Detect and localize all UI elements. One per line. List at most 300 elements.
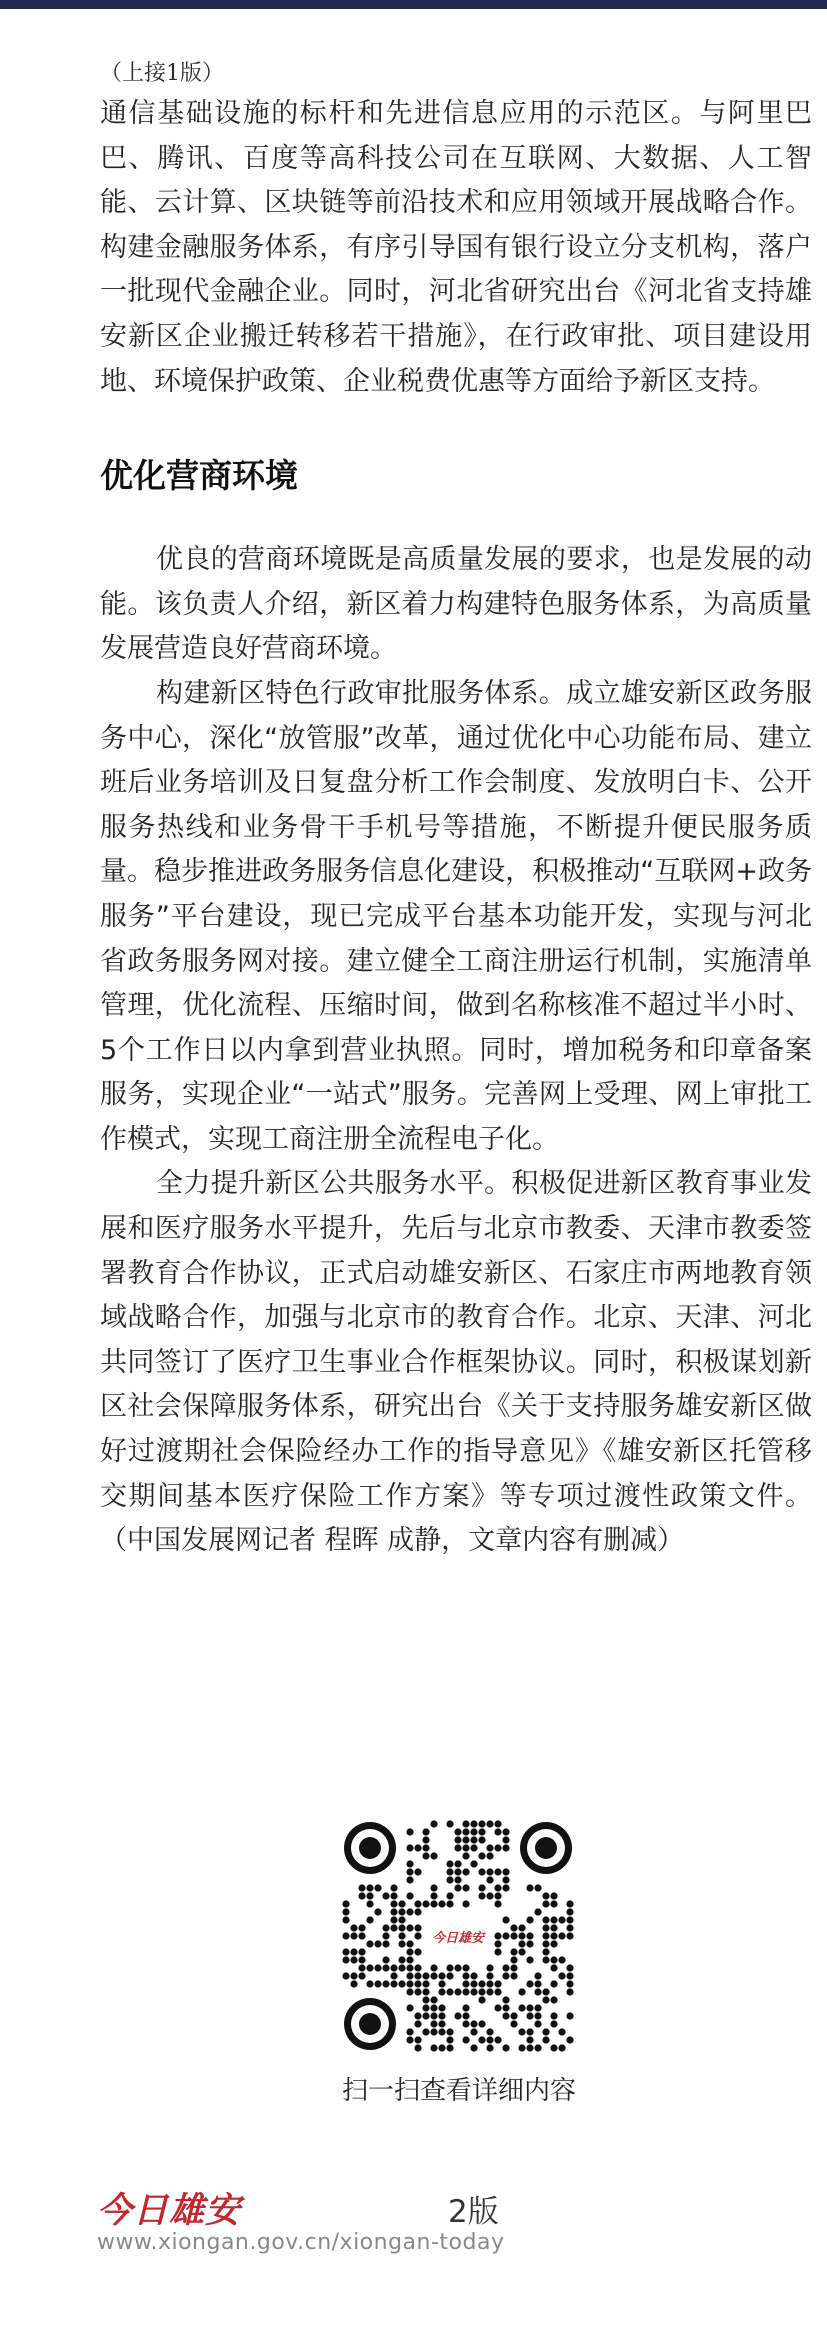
- qr-module: [566, 1972, 573, 1979]
- qr-module: [454, 1844, 461, 1851]
- qr-module: [438, 1972, 445, 1979]
- qr-module: [454, 1884, 461, 1891]
- qr-module: [430, 2020, 437, 2027]
- qr-module: [358, 1972, 365, 1979]
- qr-module: [430, 1972, 437, 1979]
- qr-module: [406, 1988, 413, 1995]
- qr-module: [366, 1964, 373, 1971]
- qr-module: [406, 1972, 413, 1979]
- qr-module: [526, 2036, 533, 2043]
- qr-module: [342, 1932, 349, 1939]
- qr-module: [398, 1964, 405, 1971]
- qr-module: [414, 1900, 421, 1907]
- qr-module: [438, 2028, 445, 2035]
- qr-module: [398, 1956, 405, 1963]
- qr-module: [486, 1820, 493, 1827]
- qr-module: [422, 1996, 429, 2003]
- qr-module: [414, 1924, 421, 1931]
- qr-module: [414, 1964, 421, 1971]
- qr-module: [406, 1964, 413, 1971]
- qr-module: [398, 1940, 405, 1947]
- qr-module: [502, 2012, 509, 2019]
- qr-module: [462, 1964, 469, 1971]
- qr-module: [462, 2020, 469, 2027]
- qr-module: [558, 1916, 565, 1923]
- qr-module: [486, 1892, 493, 1899]
- qr-module: [566, 1900, 573, 1907]
- qr-module: [566, 1980, 573, 1987]
- qr-module: [414, 2036, 421, 2043]
- qr-module: [478, 1820, 485, 1827]
- qr-module: [494, 1932, 501, 1939]
- qr-module: [502, 1828, 509, 1835]
- qr-module: [542, 1916, 549, 1923]
- qr-module: [358, 1932, 365, 1939]
- qr-module: [470, 1860, 477, 1867]
- qr-module: [390, 1900, 397, 1907]
- qr-module: [550, 1892, 557, 1899]
- qr-module: [542, 1940, 549, 1947]
- qr-module: [494, 1980, 501, 1987]
- qr-module: [438, 2004, 445, 2011]
- qr-module: [446, 1892, 453, 1899]
- qr-module: [462, 1988, 469, 1995]
- qr-logo-text: 今日雄安: [431, 1930, 484, 1946]
- qr-module: [534, 1908, 541, 1915]
- qr-module: [494, 1868, 501, 1875]
- qr-module: [422, 1972, 429, 1979]
- article-paragraph: 全力提升新区公共服务水平。积极促进新区教育事业发展和医疗服务水平提升，先后与北京市教委、天津市教委签署教育合作协议，正式启动雄安新区、石家庄市两地教育领域战略合作，加强与北京市的教育合作。北京、天津、河北共同签订了医疗卫生事业合作框架协议。同时，积极谋划新区社会保障服务体系，研究出台《关于支持服务雄安新区做好过渡期社会保险经办工作的指导意见》《雄安新区托管移交期间基本医疗保险工作方案》等专项过渡性政策文件。（中国发展网记者 程晖 成静，文章内容有删减）: [100, 1168, 812, 1557]
- qr-module: [422, 1900, 429, 1907]
- qr-module: [478, 1892, 485, 1899]
- qr-module: [406, 1924, 413, 1931]
- qr-module: [454, 1868, 461, 1875]
- qr-module: [430, 1820, 437, 1827]
- qr-module: [550, 2012, 557, 2019]
- qr-module: [374, 1964, 381, 1971]
- qr-module: [494, 2004, 501, 2011]
- qr-module: [542, 1948, 549, 1955]
- qr-module: [382, 1980, 389, 1987]
- article-body: [100, 92, 812, 1564]
- qr-module: [422, 1988, 429, 1995]
- qr-module: [486, 1868, 493, 1875]
- qr-finder-mark: [535, 1837, 557, 1859]
- qr-module: [398, 1900, 405, 1907]
- qr-module: [446, 1876, 453, 1883]
- top-bar: [0, 0, 827, 9]
- qr-module: [518, 1932, 525, 1939]
- qr-module: [502, 1868, 509, 1875]
- qr-module: [374, 1908, 381, 1915]
- qr-module: [446, 1972, 453, 1979]
- qr-module: [486, 2036, 493, 2043]
- qr-module: [430, 2044, 437, 2051]
- qr-module: [414, 1868, 421, 1875]
- qr-module: [518, 1940, 525, 1947]
- qr-module: [398, 1916, 405, 1923]
- qr-module: [462, 1820, 469, 1827]
- qr-module: [382, 1892, 389, 1899]
- qr-module: [486, 1852, 493, 1859]
- qr-module: [342, 1900, 349, 1907]
- qr-module: [406, 1892, 413, 1899]
- qr-module: [478, 1884, 485, 1891]
- qr-module: [558, 2044, 565, 2051]
- qr-module: [550, 2020, 557, 2027]
- qr-module: [430, 1900, 437, 1907]
- qr-module: [414, 2044, 421, 2051]
- qr-module: [542, 1956, 549, 1963]
- qr-module: [454, 1988, 461, 1995]
- qr-module: [470, 1828, 477, 1835]
- qr-module: [438, 2012, 445, 2019]
- qr-module: [486, 1980, 493, 1987]
- qr-module: [502, 1844, 509, 1851]
- qr-module: [534, 2012, 541, 2019]
- qr-module: [414, 1972, 421, 1979]
- qr-module: [486, 1964, 493, 1971]
- qr-module: [390, 1908, 397, 1915]
- qr-module: [406, 1860, 413, 1867]
- qr-module: [342, 1948, 349, 1955]
- qr-module: [414, 1980, 421, 1987]
- qr-module: [422, 1980, 429, 1987]
- qr-module: [382, 1932, 389, 1939]
- qr-module: [534, 1972, 541, 1979]
- qr-module: [390, 1892, 397, 1899]
- qr-module: [526, 2044, 533, 2051]
- qr-module: [470, 2044, 477, 2051]
- qr-module: [366, 1916, 373, 1923]
- qr-module: [406, 1828, 413, 1835]
- qr-module: [454, 1836, 461, 1843]
- qr-module: [462, 1868, 469, 1875]
- qr-module: [350, 1924, 357, 1931]
- qr-center-logo: [428, 1918, 488, 1954]
- qr-module: [454, 1876, 461, 1883]
- qr-module: [550, 1916, 557, 1923]
- qr-module: [526, 1940, 533, 1947]
- qr-module: [534, 2044, 541, 2051]
- footer-brand-logo: 今日雄安: [97, 2190, 242, 2231]
- qr-module: [486, 2044, 493, 2051]
- qr-module: [414, 1844, 421, 1851]
- qr-module: [526, 1980, 533, 1987]
- qr-module: [406, 2028, 413, 2035]
- qr-module: [430, 1852, 437, 1859]
- qr-code[interactable]: [342, 1820, 574, 2052]
- qr-caption: 扫一扫查看详细内容: [341, 2076, 576, 2106]
- qr-module: [478, 1868, 485, 1875]
- qr-module: [342, 1916, 349, 1923]
- qr-module: [526, 2028, 533, 2035]
- qr-module: [550, 1900, 557, 1907]
- qr-module: [470, 1820, 477, 1827]
- qr-module: [542, 1900, 549, 1907]
- qr-module: [510, 1948, 517, 1955]
- qr-module: [558, 1972, 565, 1979]
- qr-module: [446, 1860, 453, 1867]
- qr-module: [470, 1836, 477, 1843]
- qr-module: [478, 1996, 485, 2003]
- qr-module: [502, 1916, 509, 1923]
- qr-module: [566, 1916, 573, 1923]
- qr-module: [430, 2004, 437, 2011]
- qr-module: [462, 1980, 469, 1987]
- qr-module: [350, 1980, 357, 1987]
- qr-module: [558, 1956, 565, 1963]
- qr-module: [566, 1964, 573, 1971]
- qr-module: [510, 2020, 517, 2027]
- qr-module: [406, 1940, 413, 1947]
- qr-module: [366, 1884, 373, 1891]
- qr-module: [446, 2044, 453, 2051]
- qr-module: [390, 1924, 397, 1931]
- qr-module: [358, 1956, 365, 1963]
- qr-module: [542, 2028, 549, 2035]
- qr-module: [374, 1980, 381, 1987]
- qr-module: [446, 1868, 453, 1875]
- qr-module: [526, 1916, 533, 1923]
- qr-module: [470, 2020, 477, 2027]
- qr-module: [454, 2012, 461, 2019]
- qr-module: [526, 2004, 533, 2011]
- qr-module: [422, 1836, 429, 1843]
- qr-module: [342, 1908, 349, 1915]
- qr-module: [430, 2028, 437, 2035]
- qr-module: [430, 1964, 437, 1971]
- qr-module: [478, 1852, 485, 1859]
- footer-url[interactable]: www.xiongan.gov.cn/xiongan-today: [97, 2230, 505, 2255]
- qr-module: [510, 2012, 517, 2019]
- qr-module: [566, 1988, 573, 1995]
- qr-module: [502, 2004, 509, 2011]
- qr-module: [462, 2036, 469, 2043]
- qr-module: [406, 1948, 413, 1955]
- qr-module: [478, 1980, 485, 1987]
- qr-module: [534, 2020, 541, 2027]
- qr-module: [430, 1884, 437, 1891]
- qr-module: [422, 1852, 429, 1859]
- qr-module: [462, 1972, 469, 1979]
- qr-module: [406, 1876, 413, 1883]
- qr-module: [566, 2036, 573, 2043]
- qr-module: [358, 1924, 365, 1931]
- qr-module: [462, 1852, 469, 1859]
- qr-module: [446, 1900, 453, 1907]
- qr-module: [406, 1908, 413, 1915]
- qr-module: [358, 1964, 365, 1971]
- qr-module: [518, 2028, 525, 2035]
- qr-module: [494, 1820, 501, 1827]
- qr-module: [462, 2012, 469, 2019]
- qr-module: [510, 1972, 517, 1979]
- qr-module: [478, 1836, 485, 1843]
- qr-module: [542, 1924, 549, 1931]
- qr-module: [486, 1876, 493, 1883]
- qr-module: [542, 1892, 549, 1899]
- qr-module: [342, 1956, 349, 1963]
- qr-module: [390, 1972, 397, 1979]
- qr-module: [454, 1828, 461, 1835]
- qr-module: [462, 1844, 469, 1851]
- qr-module: [526, 1884, 533, 1891]
- qr-module: [406, 1956, 413, 1963]
- qr-module: [414, 1932, 421, 1939]
- qr-module: [526, 1932, 533, 1939]
- qr-module: [510, 1932, 517, 1939]
- qr-module: [518, 1948, 525, 1955]
- qr-module: [462, 1828, 469, 1835]
- qr-module: [438, 1980, 445, 1987]
- qr-module: [446, 1988, 453, 1995]
- qr-module: [550, 1924, 557, 1931]
- qr-module: [558, 1932, 565, 1939]
- article-paragraph: 优良的营商环境既是高质量发展的要求，也是发展的动能。该负责人介绍，新区着力构建特色服务体系，为高质量发展营造良好营商环境。: [100, 544, 812, 665]
- qr-module: [406, 1868, 413, 1875]
- qr-module: [534, 2004, 541, 2011]
- qr-module: [406, 2036, 413, 2043]
- qr-module: [502, 1884, 509, 1891]
- qr-module: [398, 1932, 405, 1939]
- qr-module: [470, 1988, 477, 1995]
- qr-module: [502, 1836, 509, 1843]
- qr-module: [526, 2012, 533, 2019]
- qr-module: [446, 2028, 453, 2035]
- continued-from-label: （上接1版）: [100, 61, 224, 86]
- qr-module: [462, 1836, 469, 1843]
- qr-module: [358, 1948, 365, 1955]
- qr-module: [502, 1972, 509, 1979]
- qr-module: [542, 1988, 549, 1995]
- qr-module: [406, 1980, 413, 1987]
- qr-module: [422, 2028, 429, 2035]
- qr-module: [366, 1980, 373, 1987]
- qr-module: [486, 1972, 493, 1979]
- qr-module: [494, 1948, 501, 1955]
- qr-module: [390, 1884, 397, 1891]
- qr-module: [470, 1980, 477, 1987]
- qr-module: [438, 1988, 445, 1995]
- qr-module: [414, 1988, 421, 1995]
- qr-module: [454, 1860, 461, 1867]
- qr-module: [414, 2020, 421, 2027]
- qr-module: [390, 1964, 397, 1971]
- qr-module: [398, 1924, 405, 1931]
- qr-module: [438, 2020, 445, 2027]
- qr-module: [430, 1996, 437, 2003]
- qr-module: [390, 1980, 397, 1987]
- qr-module: [542, 2036, 549, 2043]
- qr-module: [510, 1964, 517, 1971]
- qr-module: [382, 1956, 389, 1963]
- qr-module: [414, 1948, 421, 1955]
- qr-module: [502, 1876, 509, 1883]
- qr-module: [478, 1988, 485, 1995]
- qr-module: [430, 1892, 437, 1899]
- qr-module: [550, 1980, 557, 1987]
- qr-module: [550, 1940, 557, 1947]
- qr-module: [430, 2012, 437, 2019]
- qr-finder-mark: [359, 2013, 381, 2035]
- qr-module: [494, 1940, 501, 1947]
- qr-module: [550, 2044, 557, 2051]
- qr-module: [494, 1988, 501, 1995]
- qr-module: [518, 2044, 525, 2051]
- qr-finder-mark: [359, 1837, 381, 1859]
- qr-module: [486, 1844, 493, 1851]
- qr-module: [486, 2028, 493, 2035]
- qr-module: [366, 1940, 373, 1947]
- qr-module: [350, 1956, 357, 1963]
- page-number: 2版: [448, 2194, 499, 2230]
- qr-module: [550, 1932, 557, 1939]
- qr-module: [406, 2004, 413, 2011]
- qr-module: [374, 1940, 381, 1947]
- qr-module: [494, 1892, 501, 1899]
- qr-module: [438, 2044, 445, 2051]
- qr-module: [478, 1828, 485, 1835]
- qr-module: [462, 1884, 469, 1891]
- qr-module: [382, 1964, 389, 1971]
- intro-paragraph: 通信基础设施的标杆和先进信息应用的示范区。与阿里巴巴、腾讯、百度等高科技公司在互联网、大数据、人工智能、云计算、区块链等前沿技术和应用领域开展战略合作。构建金融服务体系，有序引导国有银行设立分支机构，落户一批现代金融企业。同时，河北省研究出台《河北省支持雄安新区企业搬迁转移若干措施》，在行政审批、项目建设用地、环境保护政策、企业税费优惠等方面给予新区支持。: [100, 98, 812, 397]
- article-paragraph: 构建新区特色行政审批服务体系。成立雄安新区政务服务中心，深化“放管服”改革，通过优化中心功能布局、建立班后业务培训及日复盘分析工作会制度、发放明白卡、公开服务热线和业务骨干手机号等措施，不断提升便民服务质量。稳步推进政务服务信息化建设，积极推动“互联网+政务服务”平台建设，现已完成平台基本功能开发，实现与河北省政务服务网对接。建立健全工商注册运行机制，实施清单管理，优化流程、压缩时间，做到名称核准不超过半小时、5个工作日以内拿到营业执照。同时，增加税务和印章备案服务，实现企业“一站式”服务。完善网上受理、网上审批工作模式，实现工商注册全流程电子化。: [100, 677, 812, 1155]
- qr-module: [526, 1956, 533, 1963]
- qr-module: [342, 1972, 349, 1979]
- qr-module: [358, 1892, 365, 1899]
- qr-module: [478, 2036, 485, 2043]
- qr-module: [502, 1964, 509, 1971]
- qr-module: [558, 2028, 565, 2035]
- qr-module: [446, 1964, 453, 1971]
- qr-module: [566, 1924, 573, 1931]
- qr-module: [510, 1924, 517, 1931]
- qr-module: [510, 1956, 517, 1963]
- qr-module: [470, 1972, 477, 1979]
- qr-module: [462, 1900, 469, 1907]
- qr-module: [446, 1820, 453, 1827]
- qr-module: [366, 1900, 373, 1907]
- qr-module: [462, 2004, 469, 2011]
- qr-module: [350, 1948, 357, 1955]
- qr-module: [566, 2012, 573, 2019]
- qr-module: [542, 1932, 549, 1939]
- qr-module: [494, 1844, 501, 1851]
- qr-module: [406, 1844, 413, 1851]
- qr-module: [422, 1828, 429, 1835]
- qr-module: [502, 1932, 509, 1939]
- qr-module: [518, 1924, 525, 1931]
- qr-module: [374, 1884, 381, 1891]
- section-heading: 优化营商环境: [100, 456, 298, 496]
- qr-module: [550, 1996, 557, 2003]
- qr-module: [350, 1932, 357, 1939]
- qr-module: [382, 1924, 389, 1931]
- qr-module: [518, 2004, 525, 2011]
- qr-module: [422, 2012, 429, 2019]
- qr-module: [534, 1988, 541, 1995]
- qr-module: [470, 2028, 477, 2035]
- qr-module: [422, 1844, 429, 1851]
- qr-module: [358, 1884, 365, 1891]
- qr-module: [566, 1908, 573, 1915]
- qr-module: [446, 2036, 453, 2043]
- qr-module: [366, 1892, 373, 1899]
- qr-module: [398, 1980, 405, 1987]
- qr-module: [502, 2044, 509, 2051]
- qr-module: [518, 1988, 525, 1995]
